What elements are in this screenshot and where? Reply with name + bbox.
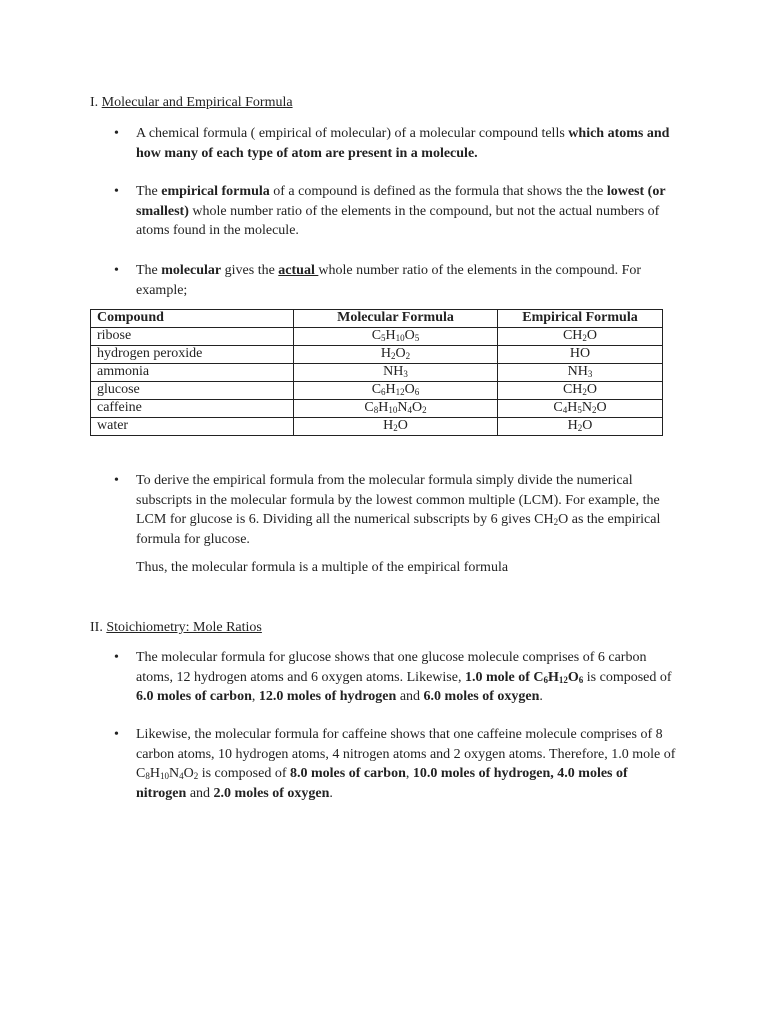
bullet-dot-icon: • xyxy=(114,184,119,199)
bullet2-post: whole number ratio of the elements in the compound, but not the actual numbers of atoms found in the molecule. xyxy=(136,203,660,238)
bullet4-pre: To derive the empirical formula from the molecular formula simply divide the numerical subscripts in the molecular formula by the lowest common multiple (LCM). For example, the LCM for glucose is 6. Dividing all the numerical subscripts by 6 gives xyxy=(136,473,660,527)
bullet3-bold-molecular: molecular xyxy=(161,263,222,278)
bullet2-bold-lowest: lowest (or smallest) xyxy=(136,184,666,219)
section1-title: Molecular and Empirical Formula xyxy=(101,95,293,110)
bullet2-pre: The xyxy=(136,184,162,199)
empirical-cell: $CH_2O$ xyxy=(498,382,663,400)
table-row xyxy=(91,418,663,436)
s2b1-carbon: 6.0 moles of carbon xyxy=(136,689,252,704)
s2b2-hydrogen-nitrogen: 10.0 moles of hydrogen, 4.0 moles of nitrogen xyxy=(136,766,628,801)
molecular-cell: $C_5H_{10}O_5$ xyxy=(294,328,498,346)
bullet3-mid: gives the xyxy=(221,263,279,278)
s2b2-formula: $C_8H_{10}N_4O_2$ xyxy=(136,766,199,781)
formula-table xyxy=(90,309,663,436)
s2b2-and: and xyxy=(186,785,214,801)
s2b2-end: . xyxy=(329,785,333,801)
bullet-chemical-formula xyxy=(114,124,676,163)
table-row xyxy=(91,400,663,418)
empirical-cell: $H_2O$ xyxy=(498,418,663,436)
compound-cell: glucose xyxy=(91,382,294,400)
s2b2-mid: is composed of xyxy=(198,766,290,781)
table-row xyxy=(91,382,663,400)
s2b1-and: and xyxy=(396,689,424,704)
s2b1-end: . xyxy=(539,689,543,704)
bullet-dot-icon: • xyxy=(114,727,119,742)
s2b1-mid: is composed of xyxy=(583,669,672,685)
bullet1-text: A chemical formula ( empirical of molecular) of a molecular compound tells xyxy=(136,126,569,141)
bullet-glucose-moles xyxy=(114,648,676,707)
table-body xyxy=(91,328,663,436)
table-row xyxy=(91,346,663,364)
compound-cell: hydrogen peroxide xyxy=(91,346,294,364)
section1-heading xyxy=(90,93,293,113)
bullet4-post: as the empirical formula for glucose. xyxy=(136,512,661,547)
empirical-cell: $CH_2O$ xyxy=(498,328,663,346)
bullet-dot-icon: • xyxy=(114,473,119,488)
section2-number: II. xyxy=(90,620,103,635)
s2b1-hydrogen: 12.0 moles of hydrogen xyxy=(258,689,397,704)
compound-cell: ammonia xyxy=(91,364,294,382)
table-header-row xyxy=(91,310,663,328)
s2b2-carbon: 8.0 moles of carbon xyxy=(289,766,406,781)
header-molecular-formula: Molecular Formula xyxy=(294,310,498,328)
empirical-cell: $NH_3$ xyxy=(498,364,663,382)
molecular-cell: $H_2O$ xyxy=(294,418,498,436)
empirical-cell: HO xyxy=(498,346,663,364)
bullet-dot-icon: • xyxy=(114,650,119,665)
molecular-cell: $C_6H_{12}O_6$ xyxy=(294,382,498,400)
bullet-dot-icon: • xyxy=(114,126,119,141)
header-empirical-formula: Empirical Formula xyxy=(498,310,663,328)
bullet-empirical-definition xyxy=(114,182,676,241)
bullet-caffeine-moles xyxy=(114,725,676,803)
table-row xyxy=(91,328,663,346)
bullet-derive-empirical xyxy=(114,471,676,549)
thus-paragraph: Thus, the molecular formula is a multiple of the empirical formula xyxy=(136,560,509,575)
table-row xyxy=(91,364,663,382)
bullet1-bold: which atoms and how many of each type of atom are present in a molecule. xyxy=(136,126,670,161)
s2b1-pre: The molecular formula for glucose shows that one glucose molecule comprises of 6 carbon atoms, 12 hydrogen atoms and 6 oxygen atoms. Likewise, xyxy=(136,650,647,685)
bullet3-actual: actual xyxy=(278,263,319,278)
section2-heading xyxy=(90,618,262,638)
molecular-cell: $H_2O_2$ xyxy=(294,346,498,364)
section1-number: I. xyxy=(90,95,99,110)
s2b2-comma: , xyxy=(405,766,413,781)
s2b1-oxygen: 6.0 moles of oxygen xyxy=(423,689,540,704)
bullet4-formula: $CH_2O$ xyxy=(534,512,569,527)
s2b1-bold-prefix: 1.0 mole of xyxy=(464,669,534,685)
compound-cell: water xyxy=(91,418,294,436)
bullet2-mid: of a compound is defined as the formula that shows the the xyxy=(269,184,607,199)
compound-cell: caffeine xyxy=(91,400,294,418)
section2-title: Stoichiometry: Mole Ratios xyxy=(106,620,262,635)
molecular-cell: $C_8H_{10}N_4O_2$ xyxy=(294,400,498,418)
header-compound: Compound xyxy=(91,310,294,328)
compound-cell: ribose xyxy=(91,328,294,346)
s2b2-oxygen: 2.0 moles of oxygen xyxy=(213,785,330,801)
bullet-dot-icon: • xyxy=(114,263,119,278)
s2b2-pre: Likewise, the molecular formula for caffeine shows that one caffeine molecule comprises of 8 carbon atoms, 10 hydrogen atoms, 4 nitrogen atoms and 2 oxygen atoms. Therefore, 1.0 mole of xyxy=(136,727,676,762)
s2b1-bold-formula: $C_6H_{12}O_6$ xyxy=(533,669,584,685)
bullet3-post: whole number ratio of the elements in the compound. For example; xyxy=(136,263,642,298)
bullet-molecular-definition xyxy=(114,261,676,300)
s2b1-comma: , xyxy=(251,689,259,704)
bullet3-pre: The xyxy=(136,263,162,278)
empirical-cell: $C_4H_5N_2O$ xyxy=(498,400,663,418)
molecular-cell: $NH_3$ xyxy=(294,364,498,382)
bullet2-bold-empirical: empirical formula xyxy=(161,184,270,199)
